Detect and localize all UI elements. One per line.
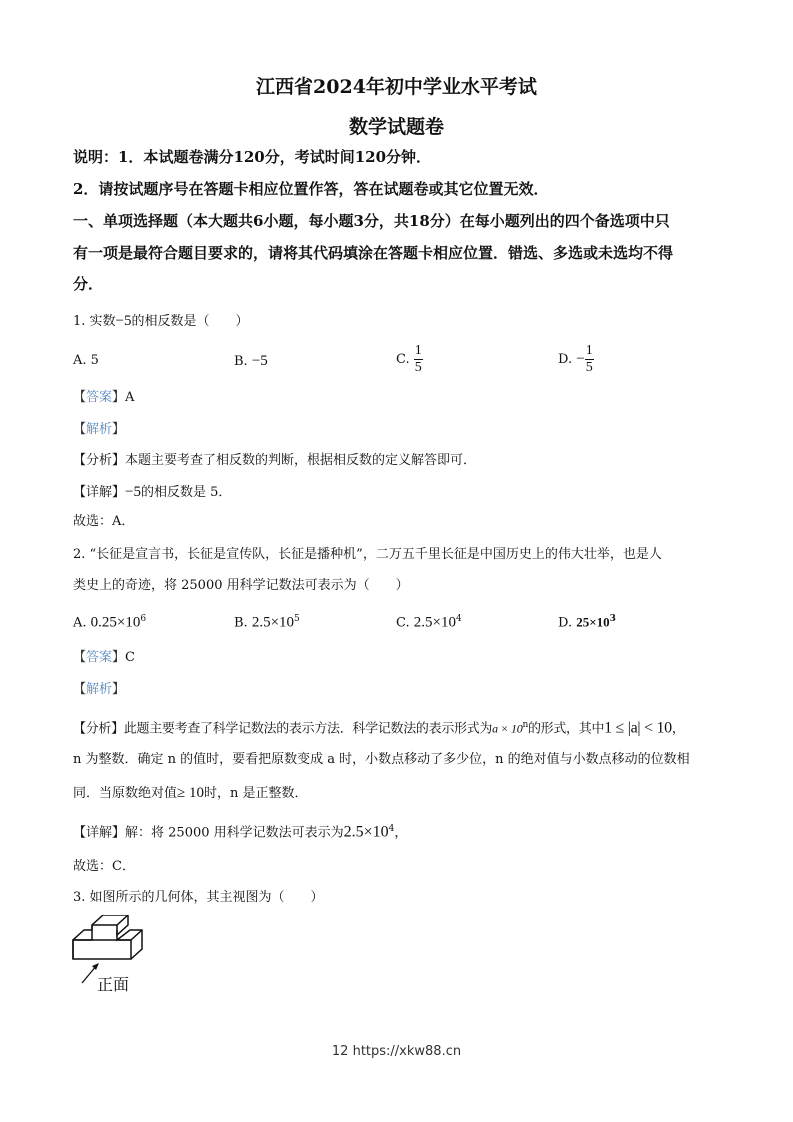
q2-option-d-exponent: 3 — [609, 614, 616, 624]
jiexi-tag-label: 解析 — [86, 682, 113, 697]
q2-xiangjie-exponent: 4 — [388, 824, 395, 834]
q1-option-c — [396, 343, 423, 376]
q2-answer — [73, 649, 135, 667]
q2-fenxi-inequality: 1 ≤ |a| < 10 — [604, 719, 672, 737]
q3-geometry-figure — [70, 915, 160, 995]
q1-option-c-label: C. — [396, 352, 410, 367]
section-line-1: 一、单项选择题（本大题共6小题，每小题3分，共18分）在每小题列出的四个备选项中只 — [73, 212, 670, 230]
q2-xiangjie-end: ， — [394, 825, 408, 841]
q2-option-a-exponent: 6 — [140, 614, 147, 624]
jiexi-tag-label: 解析 — [86, 422, 113, 437]
q2-fenxi-formula: a × 10 — [492, 721, 523, 736]
q1-answer — [73, 389, 134, 407]
q2-option-b-label: B. — [234, 615, 248, 631]
fraction-denominator: 5 — [585, 360, 593, 375]
fraction-numerator: 1 — [585, 343, 593, 358]
q2-option-a — [73, 614, 146, 631]
q2-option-d-value: 25×10 — [576, 614, 610, 630]
q2-option-c-value: 2.5×10 — [413, 614, 456, 631]
q2-fenxi-line-3-text-1: 同．当原数绝对值 — [73, 786, 178, 801]
q2-option-b-exponent: 5 — [294, 614, 300, 624]
section-line-2: 有一项是最符合题目要求的，请将其代码填涂在答题卡相应位置．错选、多选或未选均不得 — [73, 244, 674, 262]
q2-stem-line-1: 2. “长征是宣言书，长征是宣传队，长征是播种机”，二万五千里长征是中国历史上的伟大壮举，也是人 — [73, 547, 662, 562]
q1-stem — [73, 312, 249, 331]
q2-option-d-label: D. — [558, 615, 573, 631]
q1-option-d-fraction — [585, 343, 594, 376]
q1-option-b-label: B. — [234, 354, 248, 369]
q2-xiangjie — [73, 820, 407, 842]
answer-tag-label: 答案 — [86, 650, 113, 665]
note-1: 说明：1．本试题卷满分120分，考试时间120分钟． — [73, 148, 432, 166]
q1-xiangjie-text: 的相反数是 5． — [140, 485, 232, 500]
q2-choice: 故选：C． — [73, 859, 135, 874]
answer-tag: 【答案】 — [73, 390, 126, 405]
fraction-denominator: 5 — [414, 360, 422, 375]
q1-option-b — [234, 353, 268, 370]
front-view-label: 正面 — [97, 975, 130, 994]
xiangjie-tag: 【详解】 — [73, 825, 126, 841]
q2-fenxi-line-3-math: ≥ 10 — [177, 785, 204, 801]
q1-jiexi — [73, 421, 125, 439]
fenxi-tag: 【分析】 — [73, 453, 126, 468]
q2-fenxi-text-2: 的形式，其中 — [527, 721, 605, 737]
q2-option-c-label: C. — [396, 615, 410, 631]
jiexi-tag: 【解析】 — [73, 422, 126, 437]
q2-fenxi-text-3: ， — [671, 721, 685, 737]
exam-title: 江西省2024年初中学业水平考试 — [256, 76, 537, 98]
q3-stem: 3. 如图所示的几何体，其主视图为（ ） — [73, 890, 324, 905]
q2-stem-line-2: 类史上的奇迹，将 25000 用科学记数法可表示为（ ） — [73, 578, 409, 593]
q2-answer-value: C — [125, 650, 135, 665]
q1-option-b-value: −5 — [251, 353, 268, 369]
q2-xiangjie-text: 解：将 25000 用科学记数法可表示为 — [125, 825, 344, 841]
q1-option-c-fraction — [414, 343, 423, 376]
q1-option-d-label: D. — [558, 352, 573, 367]
q2-option-c-exponent: 4 — [455, 614, 462, 624]
q2-fenxi-line-3-text-2: 时，n 是正整数． — [204, 786, 308, 801]
q1-fenxi — [73, 452, 476, 470]
q2-xiangjie-math: 2.5×10 — [343, 823, 389, 841]
exam-subtitle: 数学试题卷 — [348, 116, 444, 138]
fraction-numerator: 1 — [414, 343, 422, 358]
page-footer: 12 https://xkw88.cn — [331, 1044, 462, 1059]
q1-fenxi-text: 本题主要考查了相反数的判断，根据相反数的定义解答即可． — [125, 453, 477, 468]
q1-xiangjie — [73, 483, 231, 502]
q2-option-c — [396, 614, 462, 631]
q1-answer-value: A — [125, 390, 135, 405]
note-2: 2．请按试题序号在答题卡相应位置作答，答在试题卷或其它位置无效． — [73, 180, 549, 198]
q1-xiangjie-number: −5 — [125, 484, 141, 500]
fenxi-tag: 【分析】 — [73, 721, 124, 737]
xiangjie-tag: 【详解】 — [73, 485, 126, 500]
answer-tag: 【答案】 — [73, 650, 126, 665]
q2-option-b — [234, 614, 300, 631]
jiexi-tag: 【解析】 — [73, 682, 126, 697]
q1-option-d — [558, 343, 594, 376]
q1-choice: 故选：A． — [73, 514, 135, 529]
q2-jiexi — [73, 681, 125, 699]
q2-option-b-value: 2.5×10 — [251, 614, 295, 631]
q2-fenxi-line-3 — [73, 784, 308, 803]
q2-option-a-value: 0.25×10 — [90, 614, 141, 631]
q2-option-a-label: A. — [73, 615, 87, 631]
q1-suffix: 的相反数是（ ） — [131, 314, 249, 329]
section-line-3: 分． — [73, 275, 104, 293]
answer-tag-label: 答案 — [86, 390, 113, 405]
q1-prefix: 1. 实数 — [73, 314, 116, 329]
q1-number: −5 — [115, 313, 132, 329]
q2-option-d — [558, 614, 616, 630]
q2-fenxi — [73, 716, 685, 738]
q2-fenxi-text-1: 此题主要考查了科学记数法的表示方法．科学记数法的表示形式为 — [123, 721, 493, 737]
q2-fenxi-exponent: n — [522, 720, 528, 730]
q2-fenxi-line-2: n 为整数．确定 n 的值时，要看把原数变成 a 时，小数点移动了多少位，n 的绝对值与小数点移动的位数相 — [73, 752, 690, 767]
q1-option-a: A. 5 — [73, 353, 99, 368]
q1-option-d-sign: − — [576, 351, 585, 367]
